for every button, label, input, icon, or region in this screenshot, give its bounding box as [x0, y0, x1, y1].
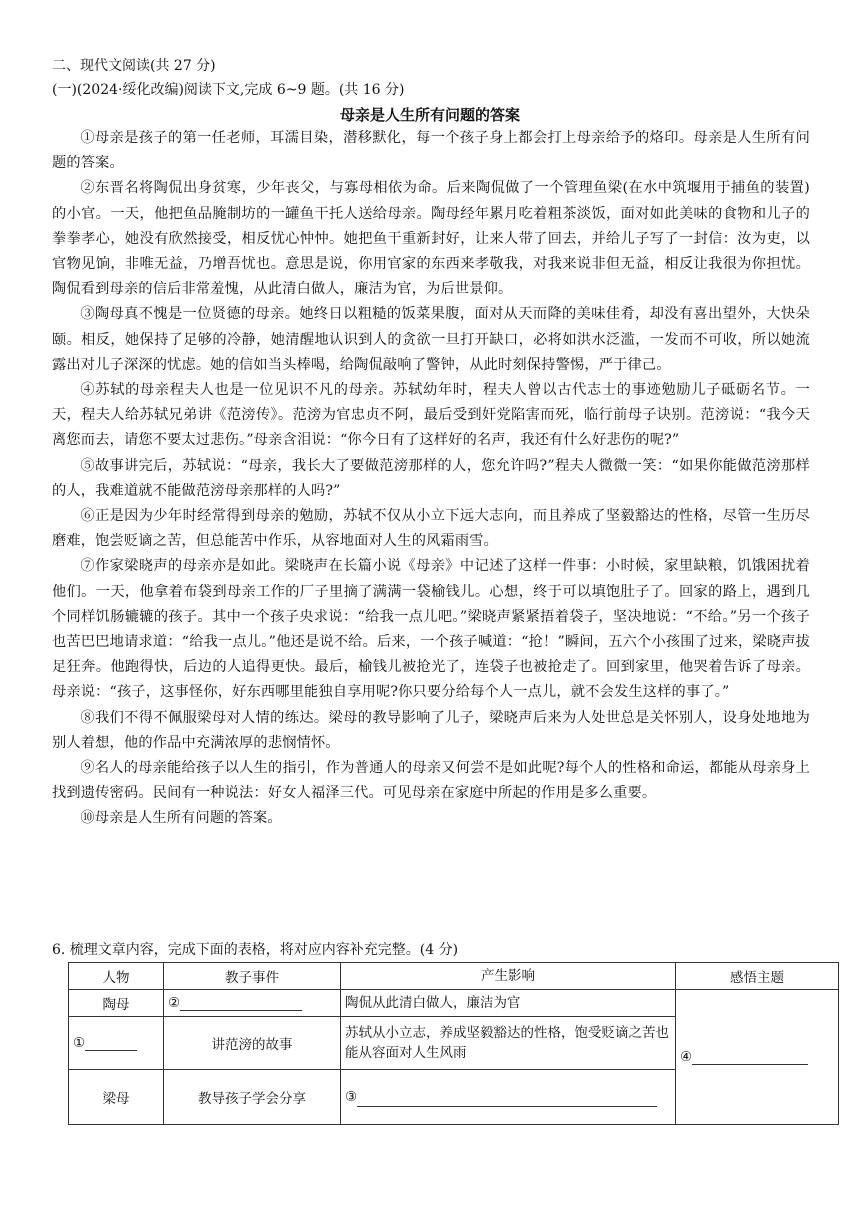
paragraph-2: ②东晋名将陶侃出身贫寒，少年丧父，与寡母相依为命。后来陶侃做了一个管理鱼梁(在水中筑堰用于捕鱼的装置)的小官。一天，他把鱼品腌制坊的一罐鱼干托人送给母亲。陶母经年累月吃着粗茶淡饭，面对如此美味的食物和儿子的拳拳孝心，她没有欣然接受，相反忧心忡忡。她把鱼干重新封好，让来人带了回去，并给儿子写了一封信：汝为吏，以官物见饷，非唯无益，乃增吾忧也。意思是说，你用官家的东西来孝敬我，对我来说非但无益，相反让我很为你担忧。陶侃看到母亲的信后非常羞愧，从此清白做人，廉洁为官，为后世景仰。: [52, 180, 810, 298]
cell-impact-blank[interactable]: [341, 1070, 676, 1125]
blank-marker: ④: [680, 1049, 693, 1065]
table-header-row: [69, 963, 839, 990]
cell-impact: 陶侃从此清白做人，廉洁为官: [341, 990, 676, 1017]
answer-blank-2[interactable]: [180, 995, 302, 1011]
answer-blank-3[interactable]: [357, 1091, 657, 1107]
paragraph-8: ⑧我们不得不佩服梁母对人情的练达。梁母的教导影响了儿子，梁晓声后来为人处世总是关怀别人，设身处地地为别人着想，他的作品中充满浓厚的悲悯情怀。: [52, 709, 810, 751]
cell-theme-blank[interactable]: [676, 990, 839, 1125]
header-theme: 感悟主题: [676, 963, 839, 990]
answer-blank-4[interactable]: [692, 1049, 808, 1065]
paragraph-4: ④苏轼的母亲程夫人也是一位见识不凡的母亲。苏轼幼年时，程夫人曾以古代志士的事迹勉励儿子砥砺名节。一天，程夫人给苏轼兄弟讲《范滂传》。范滂为官忠贞不阿，最后受到奸党陷害而死，临行前母子诀别。范滂说：“我今天离您而去，请您不要太过悲伤。”母亲含泪说：“你今日有了这样好的名声，我还有什么好悲伤的呢?”: [52, 382, 810, 449]
cell-event-blank[interactable]: [164, 990, 341, 1017]
paragraph-9: ⑨名人的母亲能给孩子以人生的指引，作为普通人的母亲又何尝不是如此呢?每个人的性格和命运，都能从母亲身上找到遗传密码。民间有一种说法：好女人福泽三代。可见母亲在家庭中所起的作用是多么重要。: [52, 760, 810, 802]
section-heading: 二、现代文阅读(共 27 分): [52, 58, 216, 74]
answer-blank-1[interactable]: [85, 1035, 137, 1051]
paragraph-3: ③陶母真不愧是一位贤德的母亲。她终日以粗糙的饭菜果腹，面对从天而降的美味佳肴，却没有喜出望外，大快朵颐。相反，她保持了足够的冷静，她清醒地认识到人的贪欲一旦打开缺口，必将如洪水泛滥，一发而不可收，所以她流露出对儿子深深的忧虑。她的信如当头棒喝，给陶侃敲响了警钟，从此时刻保持警惕，严于律己。: [52, 306, 810, 373]
question-6: 6. 梳理文章内容，完成下面的表格，将对应内容补充完整。(4 分): [52, 942, 459, 958]
cell-person: 陶母: [69, 990, 164, 1017]
paragraph-6: ⑥正是因为少年时经常得到母亲的勉励，苏轼不仅从小立下远大志向，而且养成了坚毅豁达的性格，尽管一生历尽磨难，饱尝贬谪之苦，但总能苦中作乐，从容地面对人生的风霜雨雪。: [52, 508, 810, 550]
paragraph-1: ①母亲是孩子的第一任老师，耳濡目染，潜移默化，每一个孩子身上都会打上母亲给予的烙印。母亲是人生所有问题的答案。: [52, 130, 810, 172]
header-event: 教子事件: [164, 963, 341, 990]
cell-impact: 苏轼从小立志，养成坚毅豁达的性格，饱受贬谪之苦也能从容面对人生风雨: [341, 1017, 676, 1070]
cell-event: 讲范滂的故事: [164, 1017, 341, 1070]
article-body: [52, 126, 810, 832]
cell-person-blank[interactable]: [69, 1017, 164, 1070]
answer-table: [68, 962, 839, 1125]
paragraph-7: ⑦作家梁晓声的母亲亦是如此。梁晓声在长篇小说《母亲》中记述了这样一件事：小时候，家里缺粮，饥饿困扰着他们。一天，他拿着布袋到母亲工作的厂子里摘了满满一袋榆钱儿。心想，终于可以填饱肚子了。回家的路上，遇到几个同样饥肠辘辘的孩子。其中一个孩子央求说：“给我一点儿吧。”梁晓声紧紧捂着袋子，坚决地说：“不给。”另一个孩子也苦巴巴地请求道：“给我一点儿。”他还是说不给。后来，一个孩子喊道：“抢！”瞬间，五六个小孩围了过来，梁晓声拔足狂奔。他跑得快，后边的人追得更快。最后，榆钱儿被抢光了，连袋子也被抢走了。回到家里，他哭着告诉了母亲。母亲说：“孩子，这事怪你，好东西哪里能独自享用呢?你只要分给每个人一点儿，就不会发生这样的事了。”: [52, 558, 810, 701]
paragraph-5: ⑤故事讲完后，苏轼说：“母亲，我长大了要做范滂那样的人，您允许吗?”程夫人微微一笑：“如果你能做范滂那样的人，我难道就不能做范滂母亲那样的人吗?”: [52, 457, 810, 499]
paragraph-10: ⑩母亲是人生所有问题的答案。: [80, 810, 282, 827]
blank-marker: ②: [168, 995, 181, 1011]
blank-marker: ①: [73, 1035, 86, 1051]
header-person: 人物: [69, 963, 164, 990]
table-row: [69, 990, 839, 1017]
blank-marker: ③: [345, 1089, 358, 1105]
cell-event: 教导孩子学会分享: [164, 1070, 341, 1125]
reading-instructions: (一)(2024·绥化改编)阅读下文,完成 6~9 题。(共 16 分): [52, 82, 405, 98]
article-title: 母亲是人生所有问题的答案: [339, 106, 520, 124]
header-impact: 产生影响: [341, 963, 676, 990]
cell-person: 梁母: [69, 1070, 164, 1125]
